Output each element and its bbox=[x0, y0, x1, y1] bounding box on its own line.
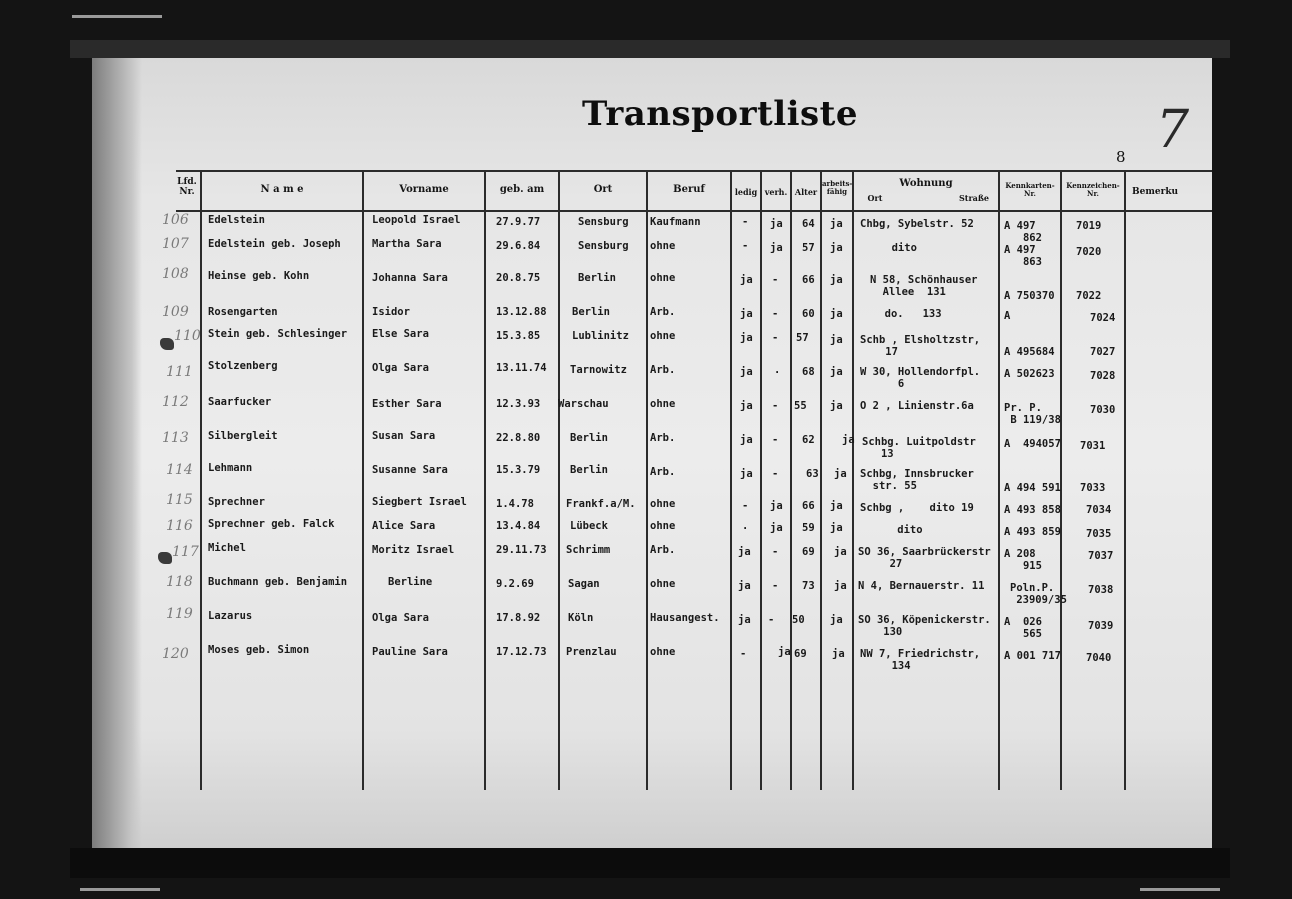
row-wohnung: W 30, Hollendorfpl. 6 bbox=[860, 366, 981, 390]
row-ledig: ja bbox=[740, 332, 753, 344]
row-verh: - bbox=[772, 434, 779, 446]
row-vorname: Siegbert Israel bbox=[372, 496, 467, 508]
row-kennzeichen-nr: 7040 bbox=[1086, 652, 1112, 664]
row-beruf: Kaufmann bbox=[650, 216, 701, 228]
row-verh: - bbox=[772, 308, 779, 320]
row-wohnung: SO 36, Saarbrückerstr 27 bbox=[858, 546, 991, 570]
row-arbeitsfaehig: ja bbox=[834, 468, 847, 480]
row-beruf: ohne bbox=[650, 272, 676, 284]
row-geb-am: 9.2.69 bbox=[496, 578, 534, 590]
col-rule bbox=[1124, 170, 1126, 790]
row-wohnung: do. 133 bbox=[872, 308, 942, 320]
row-ort: Berlin bbox=[570, 464, 608, 476]
row-verh: - bbox=[768, 614, 775, 626]
row-lfd-nr: 109 bbox=[162, 304, 189, 320]
row-kennkarten-nr: A 494057 bbox=[1004, 438, 1061, 450]
row-ort: Lübeck bbox=[570, 520, 608, 532]
row-arbeitsfaehig: ja bbox=[830, 614, 843, 626]
row-lfd-nr: 112 bbox=[162, 394, 189, 410]
row-ledig: ja bbox=[738, 614, 751, 626]
document-title: Transportliste bbox=[582, 94, 859, 134]
row-lfd-nr: 108 bbox=[162, 266, 189, 282]
row-vorname: Else Sara bbox=[372, 328, 429, 340]
row-arbeitsfaehig: ja bbox=[832, 648, 845, 660]
row-vorname: Susan Sara bbox=[372, 430, 436, 442]
col-rule bbox=[760, 170, 762, 790]
row-geb-am: 15.3.85 bbox=[496, 330, 541, 342]
row-name: Lazarus bbox=[208, 610, 253, 622]
row-beruf: Hausangest. bbox=[650, 612, 720, 624]
col-rule bbox=[200, 170, 202, 790]
row-arbeitsfaehig: ja bbox=[834, 580, 847, 592]
row-alter: 63 bbox=[806, 468, 819, 480]
row-vorname: Berline bbox=[388, 576, 433, 588]
row-beruf: Arb. bbox=[650, 466, 676, 478]
row-ort: Sagan bbox=[568, 578, 600, 590]
row-ledig: ja bbox=[738, 546, 751, 558]
row-ledig: . bbox=[742, 520, 749, 532]
row-alter: 57 bbox=[796, 332, 809, 344]
row-ledig: ja bbox=[740, 274, 753, 286]
row-geb-am: 20.8.75 bbox=[496, 272, 541, 284]
handwritten-page-number: 7 bbox=[1156, 100, 1190, 160]
col-rule bbox=[790, 170, 792, 790]
row-lfd-nr: 113 bbox=[162, 430, 189, 446]
row-alter: 55 bbox=[794, 400, 807, 412]
row-ort: Sensburg bbox=[578, 240, 629, 252]
row-verh: ja bbox=[770, 218, 783, 230]
row-geb-am: 22.8.80 bbox=[496, 432, 541, 444]
row-lfd-nr: 115 bbox=[166, 492, 193, 508]
row-kennzeichen-nr: 7037 bbox=[1088, 550, 1114, 562]
row-vorname: Moritz Israel bbox=[372, 544, 455, 556]
row-arbeitsfaehig: ja bbox=[830, 218, 843, 230]
col-rule bbox=[730, 170, 732, 790]
row-ort: Schrimm bbox=[566, 544, 611, 556]
stamp-mark bbox=[158, 552, 172, 564]
header-beruf: Beruf bbox=[673, 184, 705, 195]
row-kennkarten-nr: A 208 915 bbox=[1004, 548, 1042, 572]
row-ledig: - bbox=[742, 216, 749, 228]
row-wohnung: N 4, Bernauerstr. 11 bbox=[858, 580, 985, 592]
row-ort: Frankf.a/M. bbox=[566, 498, 636, 510]
row-verh: - bbox=[772, 580, 779, 592]
row-beruf: Arb. bbox=[650, 306, 676, 318]
row-kennkarten-nr: A 750370 bbox=[1004, 290, 1055, 302]
row-ledig: ja bbox=[740, 400, 753, 412]
row-vorname: Olga Sara bbox=[372, 612, 429, 624]
row-ort: Warschau bbox=[558, 398, 609, 410]
col-rule bbox=[998, 170, 1000, 790]
row-name: Stolzenberg bbox=[208, 360, 278, 372]
row-vorname: Pauline Sara bbox=[372, 646, 448, 658]
row-name: Saarfucker bbox=[208, 396, 272, 408]
row-wohnung: SO 36, Köpenickerstr. 130 bbox=[858, 614, 991, 638]
row-beruf: Arb. bbox=[650, 544, 676, 556]
film-edge-mark bbox=[1140, 888, 1220, 891]
header-wohnung-ort: Ort bbox=[867, 193, 883, 203]
header-kennkarten-nr: Kennkarten-Nr. bbox=[1005, 181, 1055, 198]
row-name: Silbergleit bbox=[208, 430, 278, 442]
row-ledig: ja bbox=[740, 308, 753, 320]
row-name: Stein geb. Schlesinger bbox=[208, 328, 348, 340]
row-vorname: Johanna Sara bbox=[372, 272, 448, 284]
row-kennkarten-nr: A 026 565 bbox=[1004, 616, 1042, 640]
row-kennzeichen-nr: 7019 bbox=[1076, 220, 1102, 232]
row-ledig: ja bbox=[738, 580, 751, 592]
row-wohnung: dito bbox=[872, 524, 923, 536]
row-arbeitsfaehig: ja bbox=[830, 242, 843, 254]
row-lfd-nr: 119 bbox=[166, 606, 193, 622]
row-wohnung: Chbg, Sybelstr. 52 bbox=[860, 218, 974, 230]
row-wohnung: Schb , Elsholtzstr, 17 bbox=[860, 334, 981, 358]
film-edge-mark bbox=[80, 888, 160, 891]
page-number: 8 bbox=[1116, 148, 1126, 166]
row-alter: 66 bbox=[802, 500, 815, 512]
film-frame-top bbox=[70, 40, 1230, 58]
row-name: Sprechner bbox=[208, 496, 265, 508]
row-wohnung: Schbg , dito 19 bbox=[860, 502, 974, 514]
row-ledig: ja bbox=[740, 434, 753, 446]
row-ort: Lublinitz bbox=[572, 330, 629, 342]
row-arbeitsfaehig: ja bbox=[830, 308, 843, 320]
col-rule bbox=[1060, 170, 1062, 790]
row-geb-am: 17.8.92 bbox=[496, 612, 541, 624]
row-geb-am: 29.6.84 bbox=[496, 240, 541, 252]
row-alter: 66 bbox=[802, 274, 815, 286]
row-kennkarten-nr: A 494 591 bbox=[1004, 482, 1061, 494]
row-wohnung: N 58, Schönhauser Allee 131 bbox=[870, 274, 978, 298]
row-beruf: ohne bbox=[650, 240, 676, 252]
row-name: Michel bbox=[208, 542, 246, 554]
row-name: Edelstein geb. Joseph bbox=[208, 238, 341, 250]
row-beruf: ohne bbox=[650, 498, 676, 510]
row-lfd-nr: 117 bbox=[172, 544, 199, 560]
row-kennkarten-nr: A 001 717 bbox=[1004, 650, 1061, 662]
row-lfd-nr: 106 bbox=[162, 212, 189, 228]
row-ledig: - bbox=[742, 240, 749, 252]
row-geb-am: 12.3.93 bbox=[496, 398, 541, 410]
row-verh: . bbox=[774, 364, 781, 376]
row-lfd-nr: 111 bbox=[166, 364, 193, 380]
row-beruf: ohne bbox=[650, 578, 676, 590]
row-lfd-nr: 110 bbox=[174, 328, 201, 344]
row-alter: 59 bbox=[802, 522, 815, 534]
row-vorname: Susanne Sara bbox=[372, 464, 448, 476]
row-name: Moses geb. Simon bbox=[208, 644, 310, 656]
header-kennzeichen-nr: Kennzeichen-Nr. bbox=[1066, 181, 1120, 198]
row-alter: 69 bbox=[794, 648, 807, 660]
row-kennkarten-nr: Pr. P. B 119/38 bbox=[1004, 402, 1061, 426]
row-beruf: ohne bbox=[650, 520, 676, 532]
row-alter: 64 bbox=[802, 218, 815, 230]
document-sheet bbox=[92, 58, 1212, 848]
row-alter: 60 bbox=[802, 308, 815, 320]
row-alter: 50 bbox=[792, 614, 805, 626]
row-geb-am: 27.9.77 bbox=[496, 216, 541, 228]
row-beruf: Arb. bbox=[650, 364, 676, 376]
col-rule bbox=[362, 170, 364, 790]
row-alter: 69 bbox=[802, 546, 815, 558]
row-wohnung: dito bbox=[860, 242, 917, 254]
row-kennzeichen-nr: 7022 bbox=[1076, 290, 1102, 302]
col-rule bbox=[646, 170, 648, 790]
header-bottom-rule bbox=[176, 210, 1212, 212]
row-geb-am: 13.12.88 bbox=[496, 306, 547, 318]
header-ort: Ort bbox=[593, 184, 613, 195]
row-ort: Prenzlau bbox=[566, 646, 617, 658]
row-verh: ja bbox=[770, 242, 783, 254]
row-ledig: ja bbox=[740, 468, 753, 480]
row-arbeitsfaehig: ja bbox=[834, 546, 847, 558]
row-vorname: Martha Sara bbox=[372, 238, 442, 250]
row-alter: 62 bbox=[802, 434, 815, 446]
row-name: Buchmann geb. Benjamin bbox=[208, 576, 348, 588]
header-bemerkungen: Bemerku bbox=[1132, 187, 1179, 197]
film-edge-mark bbox=[72, 15, 162, 18]
header-ledig: ledig bbox=[734, 187, 758, 197]
header-vorname: Vorname bbox=[399, 184, 449, 195]
row-alter: 73 bbox=[802, 580, 815, 592]
row-verh: - bbox=[772, 332, 779, 344]
row-kennkarten-nr: A 493 858 bbox=[1004, 504, 1061, 516]
row-kennkarten-nr: A 497 863 bbox=[1004, 244, 1042, 268]
row-name: Sprechner geb. Falck bbox=[208, 518, 335, 530]
row-arbeitsfaehig: ja bbox=[842, 434, 855, 446]
row-name: Edelstein bbox=[208, 214, 265, 226]
row-verh: - bbox=[772, 546, 779, 558]
row-verh: - bbox=[772, 274, 779, 286]
row-ledig: ja bbox=[740, 366, 753, 378]
row-verh: ja bbox=[770, 522, 783, 534]
row-geb-am: 15.3.79 bbox=[496, 464, 541, 476]
row-arbeitsfaehig: ja bbox=[830, 334, 843, 346]
header-name: N a m e bbox=[260, 184, 304, 195]
header-wohnung-strasse: Straße bbox=[958, 193, 990, 203]
row-name: Heinse geb. Kohn bbox=[208, 270, 310, 282]
row-ort: Tarnowitz bbox=[570, 364, 627, 376]
film-frame-bottom bbox=[70, 848, 1230, 878]
row-kennkarten-nr: A bbox=[1004, 310, 1011, 322]
row-kennzeichen-nr: 7033 bbox=[1080, 482, 1106, 494]
row-beruf: Arb. bbox=[650, 432, 676, 444]
header-lfd-nr: Lfd. Nr. bbox=[177, 177, 197, 197]
row-ort: Köln bbox=[568, 612, 594, 624]
row-ort: Berlin bbox=[570, 432, 608, 444]
row-name: Rosengarten bbox=[208, 306, 278, 318]
row-kennzeichen-nr: 7038 bbox=[1088, 584, 1114, 596]
row-wohnung: Schbg. Luitpoldstr 13 bbox=[862, 436, 976, 460]
row-lfd-nr: 107 bbox=[162, 236, 189, 252]
row-vorname: Esther Sara bbox=[372, 398, 442, 410]
row-vorname: Leopold Israel bbox=[372, 214, 461, 226]
row-kennzeichen-nr: 7030 bbox=[1090, 404, 1116, 416]
header-wohnung: Wohnung bbox=[899, 178, 953, 189]
row-kennkarten-nr: Poln.P. 23909/35 bbox=[1010, 582, 1067, 606]
row-alter: 68 bbox=[802, 366, 815, 378]
row-arbeitsfaehig: ja bbox=[830, 400, 843, 412]
row-lfd-nr: 114 bbox=[166, 462, 193, 478]
row-kennkarten-nr: A 495684 bbox=[1004, 346, 1055, 358]
row-vorname: Olga Sara bbox=[372, 362, 429, 374]
row-arbeitsfaehig: ja bbox=[830, 522, 843, 534]
row-kennzeichen-nr: 7027 bbox=[1090, 346, 1116, 358]
row-verh: ja bbox=[770, 500, 783, 512]
row-ort: Sensburg bbox=[578, 216, 629, 228]
row-verh: ja bbox=[778, 646, 791, 658]
row-vorname: Alice Sara bbox=[372, 520, 436, 532]
col-rule bbox=[852, 170, 854, 790]
row-verh: - bbox=[772, 400, 779, 412]
header-geb-am: geb. am bbox=[499, 184, 545, 195]
row-arbeitsfaehig: ja bbox=[830, 500, 843, 512]
row-lfd-nr: 120 bbox=[162, 646, 189, 662]
row-wohnung: Schbg, Innsbrucker str. 55 bbox=[860, 468, 974, 492]
row-kennkarten-nr: A 497 862 bbox=[1004, 220, 1042, 244]
row-kennzeichen-nr: 7028 bbox=[1090, 370, 1116, 382]
row-wohnung: O 2 , Linienstr.6a bbox=[860, 400, 974, 412]
row-geb-am: 17.12.73 bbox=[496, 646, 547, 658]
row-kennzeichen-nr: 7035 bbox=[1086, 528, 1112, 540]
row-kennzeichen-nr: 7020 bbox=[1076, 246, 1102, 258]
row-verh: - bbox=[772, 468, 779, 480]
row-ledig: - bbox=[742, 500, 749, 512]
row-lfd-nr: 118 bbox=[166, 574, 193, 590]
table-top-rule bbox=[176, 170, 1212, 172]
row-geb-am: 1.4.78 bbox=[496, 498, 534, 510]
row-geb-am: 13.4.84 bbox=[496, 520, 541, 532]
row-beruf: ohne bbox=[650, 646, 676, 658]
row-arbeitsfaehig: ja bbox=[830, 274, 843, 286]
row-geb-am: 13.11.74 bbox=[496, 362, 547, 374]
col-rule bbox=[558, 170, 560, 790]
row-lfd-nr: 116 bbox=[166, 518, 193, 534]
row-kennkarten-nr: A 502623 bbox=[1004, 368, 1055, 380]
row-beruf: ohne bbox=[650, 330, 676, 342]
header-alter: Alter bbox=[794, 187, 818, 197]
row-kennzeichen-nr: 7039 bbox=[1088, 620, 1114, 632]
row-wohnung: NW 7, Friedrichstr, 134 bbox=[860, 648, 981, 672]
header-verh: verh. bbox=[764, 187, 788, 197]
row-beruf: ohne bbox=[650, 398, 676, 410]
row-kennzeichen-nr: 7034 bbox=[1086, 504, 1112, 516]
stamp-mark bbox=[160, 338, 174, 350]
row-ledig: - bbox=[740, 648, 747, 660]
header-arbeitsfaehig: arbeits-fähig bbox=[822, 179, 853, 196]
row-geb-am: 29.11.73 bbox=[496, 544, 547, 556]
page-shadow bbox=[92, 58, 142, 848]
row-kennzeichen-nr: 7024 bbox=[1090, 312, 1116, 324]
row-name: Lehmann bbox=[208, 462, 253, 474]
col-rule bbox=[484, 170, 486, 790]
row-kennzeichen-nr: 7031 bbox=[1080, 440, 1106, 452]
row-kennkarten-nr: A 493 859 bbox=[1004, 526, 1061, 538]
row-arbeitsfaehig: ja bbox=[830, 366, 843, 378]
row-alter: 57 bbox=[802, 242, 815, 254]
row-vorname: Isidor bbox=[372, 306, 410, 318]
row-ort: Berlin bbox=[572, 306, 610, 318]
col-rule bbox=[820, 170, 822, 790]
row-ort: Berlin bbox=[578, 272, 616, 284]
